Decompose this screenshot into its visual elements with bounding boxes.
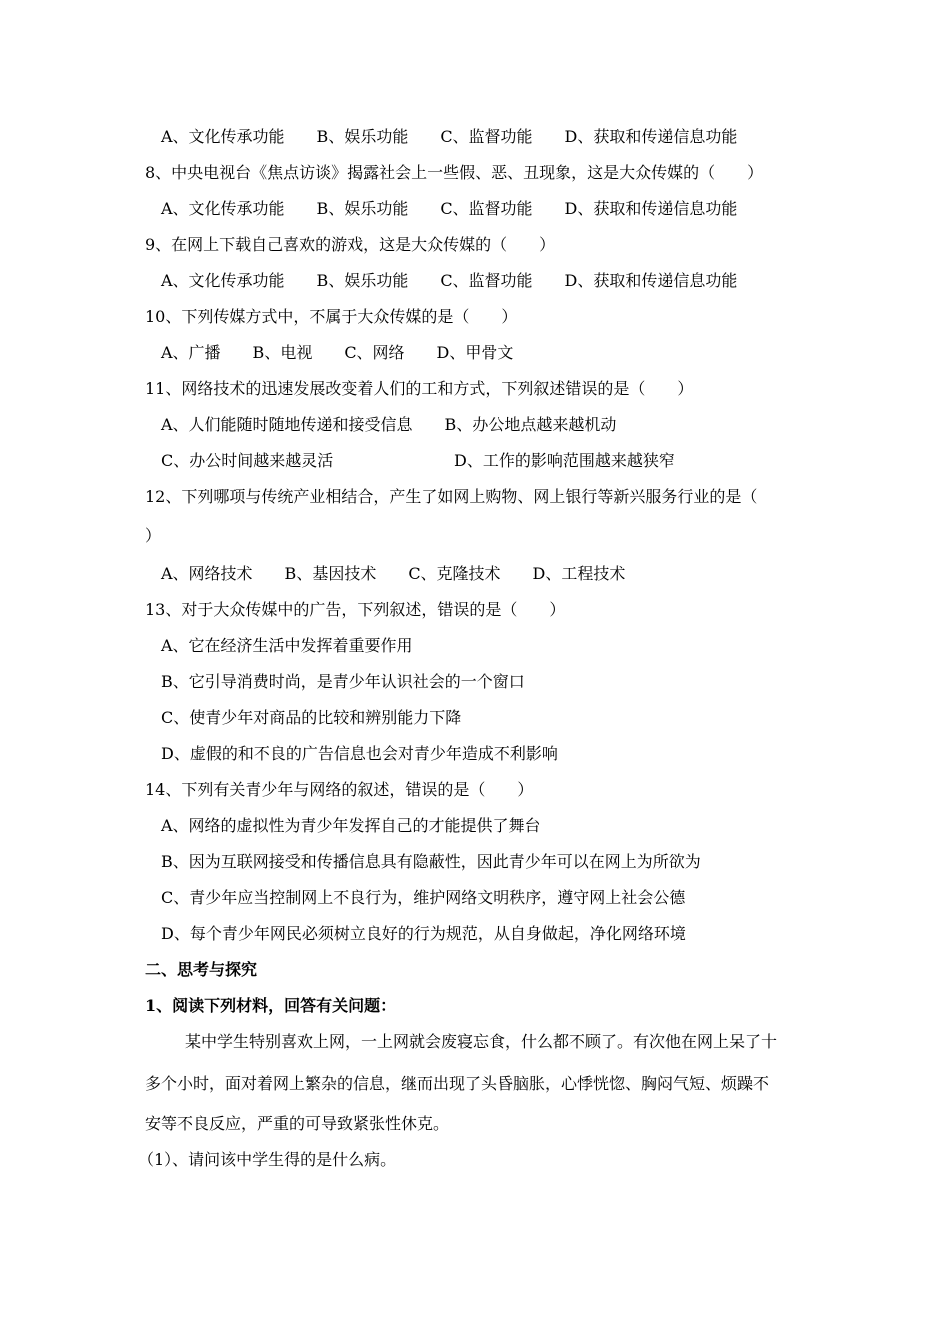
passage-line-3: 安等不良反应，严重的可导致紧张性休克。	[145, 1114, 450, 1133]
passage-line-2: 多个小时，面对着网上繁杂的信息，继而出现了头昏脑胀，心悸恍惚、胸闷气短、烦躁不	[145, 1074, 770, 1093]
reading-task-heading: 1、阅读下列材料，回答有关问题：	[145, 996, 397, 1015]
q13-option-b: B、它引导消费时尚，是青少年认识社会的一个窗口	[161, 672, 525, 691]
q11-option-d: D、工作的影响范围越来越狭窄	[454, 451, 675, 470]
q8-options: A、文化传承功能 B、娱乐功能 C、监督功能 D、获取和传递信息功能	[161, 199, 738, 218]
q12-options: A、网络技术 B、基因技术 C、克隆技术 D、工程技术	[161, 564, 626, 583]
q9-options: A、文化传承功能 B、娱乐功能 C、监督功能 D、获取和传递信息功能	[161, 271, 738, 290]
q13-option-a: A、它在经济生活中发挥着重要作用	[161, 636, 413, 655]
q13-option-d: D、虚假的和不良的广告信息也会对青少年造成不利影响	[161, 744, 558, 763]
q10-options: A、广播 B、电视 C、网络 D、甲骨文	[161, 343, 514, 362]
question-10: 10、下列传媒方式中，不属于大众传媒的是（ ）	[145, 307, 518, 326]
question-13: 13、对于大众传媒中的广告，下列叙述，错误的是（ ）	[145, 600, 566, 619]
q11-option-c: C、办公时间越来越灵活	[161, 451, 334, 470]
q11-options-ab: A、人们能随时随地传递和接受信息 B、办公地点越来越机动	[161, 415, 617, 434]
q7-options: A、文化传承功能 B、娱乐功能 C、监督功能 D、获取和传递信息功能	[161, 127, 738, 146]
question-12-continued: ）	[145, 526, 162, 545]
question-14: 14、下列有关青少年与网络的叙述，错误的是（ ）	[145, 780, 534, 799]
question-8: 8、中央电视台《焦点访谈》揭露社会上一些假、恶、丑现象，这是大众传媒的（ ）	[145, 163, 764, 182]
q13-option-c: C、使青少年对商品的比较和辨别能力下降	[161, 708, 462, 727]
q14-option-d: D、每个青少年网民必须树立良好的行为规范，从自身做起，净化网络环境	[161, 924, 686, 943]
section-heading: 二、思考与探究	[145, 960, 258, 979]
q14-option-a: A、网络的虚拟性为青少年发挥自己的才能提供了舞台	[161, 816, 541, 835]
q14-option-b: B、因为互联网接受和传播信息具有隐蔽性，因此青少年可以在网上为所欲为	[161, 852, 701, 871]
q14-option-c: C、青少年应当控制网上不良行为，维护网络文明秩序，遵守网上社会公德	[161, 888, 686, 907]
passage-line-1: 某中学生特别喜欢上网，一上网就会废寝忘食，什么都不顾了。有次他在网上呆了十	[185, 1032, 778, 1051]
question-11: 11、网络技术的迅速发展改变着人们的工和方式，下列叙述错误的是（ ）	[145, 379, 694, 398]
question-9: 9、在网上下载自己喜欢的游戏，这是大众传媒的（ ）	[145, 235, 556, 254]
question-12: 12、下列哪项与传统产业相结合，产生了如网上购物、网上银行等新兴服务行业的是（	[145, 487, 758, 506]
sub-question-1: （1）、请问该中学生得的是什么病。	[138, 1150, 397, 1169]
